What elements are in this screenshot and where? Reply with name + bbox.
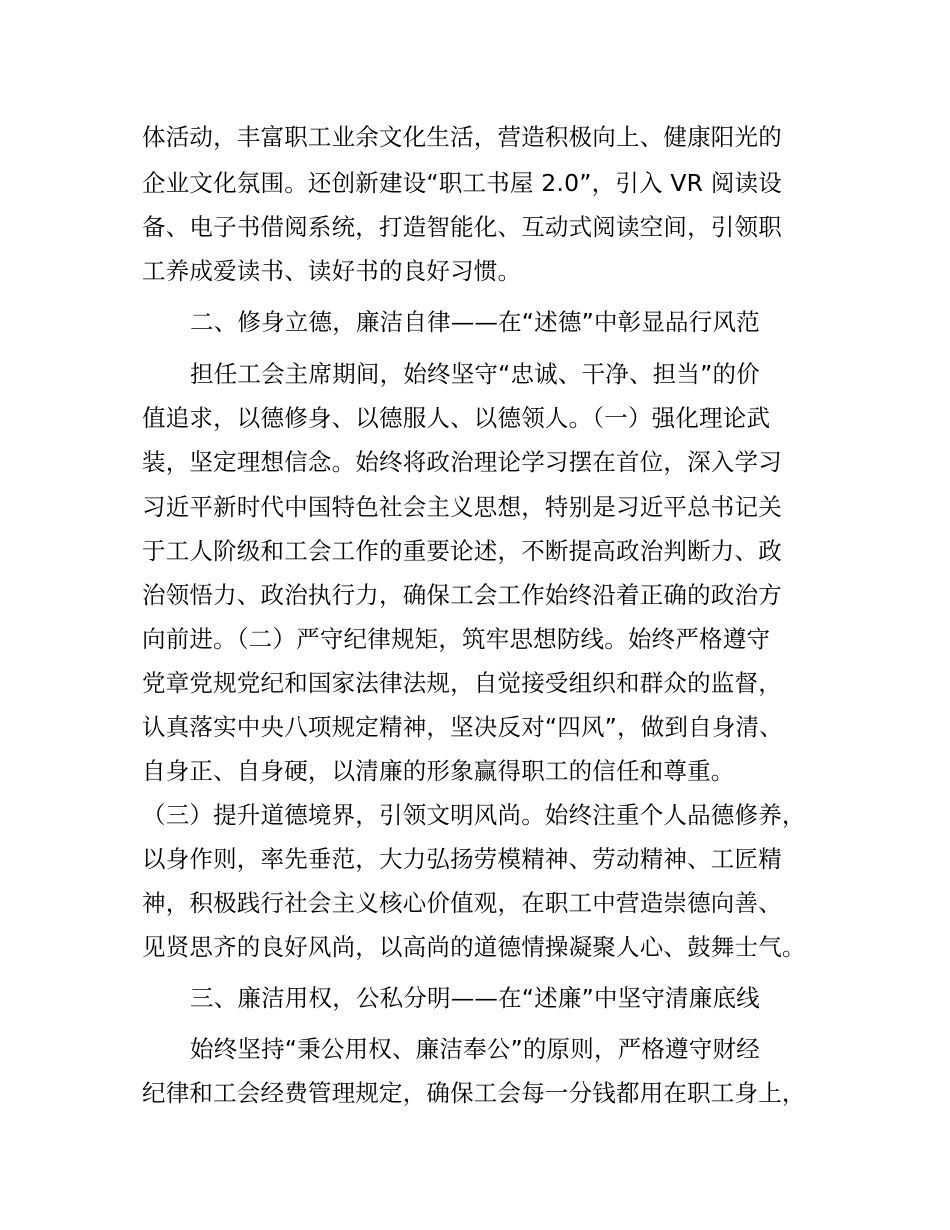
body-text-line: 工养成爱读书、读好书的良好习惯。 — [142, 257, 522, 285]
section-heading: 二、修身立德，廉洁自律——在“述德”中彰显品行风范 — [190, 308, 760, 336]
body-text-line: 纪律和工会经费管理规定，确保工会每一分钱都用在职工身上， — [142, 1079, 806, 1107]
body-text-line: 于工人阶级和工会工作的重要论述，不断提高政治判断力、政 — [142, 537, 782, 565]
body-text-line: 装，坚定理想信念。始终将政治理论学习摆在首位，深入学习 — [142, 448, 782, 476]
body-text-line: （三）提升道德境界，引领文明风尚。始终注重个人品德修养， — [142, 801, 806, 829]
body-text-line: 认真落实中央八项规定精神，坚决反对“四风”，做到自身清、 — [142, 713, 783, 741]
body-text-line: 体活动，丰富职工业余文化生活，营造积极向上、健康阳光的 — [142, 123, 782, 151]
body-text-line: 治领悟力、政治执行力，确保工会工作始终沿着正确的政治方 — [142, 581, 782, 609]
body-text-line: 值追求，以德修身、以德服人、以德领人。（一）强化理论武 — [142, 404, 771, 432]
body-text-line: 以身作则，率先垂范，大力弘扬劳模精神、劳动精神、工匠精 — [142, 845, 782, 873]
body-text-line: 习近平新时代中国特色社会主义思想，特别是习近平总书记关 — [142, 493, 782, 521]
section-heading: 三、廉洁用权，公私分明——在“述廉”中坚守清廉底线 — [190, 984, 760, 1012]
body-text-line: 自身正、自身硬，以清廉的形象赢得职工的信任和尊重。 — [142, 757, 735, 785]
body-text-line: 党章党规党纪和国家法律法规，自觉接受组织和群众的监督， — [142, 669, 782, 697]
body-text-line: 企业文化氛围。还创新建设“职工书屋 2.0”，引入 VR 阅读设 — [142, 169, 782, 197]
body-text-line: 见贤思齐的良好风尚，以高尚的道德情操凝聚人心、鼓舞士气。 — [142, 933, 806, 961]
body-text-line: 向前进。（二）严守纪律规矩，筑牢思想防线。始终严格遵守 — [142, 625, 771, 653]
body-text-line: 担任工会主席期间，始终坚守“忠诚、干净、担当”的价 — [190, 360, 760, 388]
body-text-line: 备、电子书借阅系统，打造智能化、互动式阅读空间，引领职 — [142, 213, 782, 241]
body-text-line: 神，积极践行社会主义核心价值观，在职工中营造崇德向善、 — [142, 889, 782, 917]
body-text-line: 始终坚持“秉公用权、廉洁奉公”的原则，严格遵守财经 — [190, 1035, 760, 1063]
